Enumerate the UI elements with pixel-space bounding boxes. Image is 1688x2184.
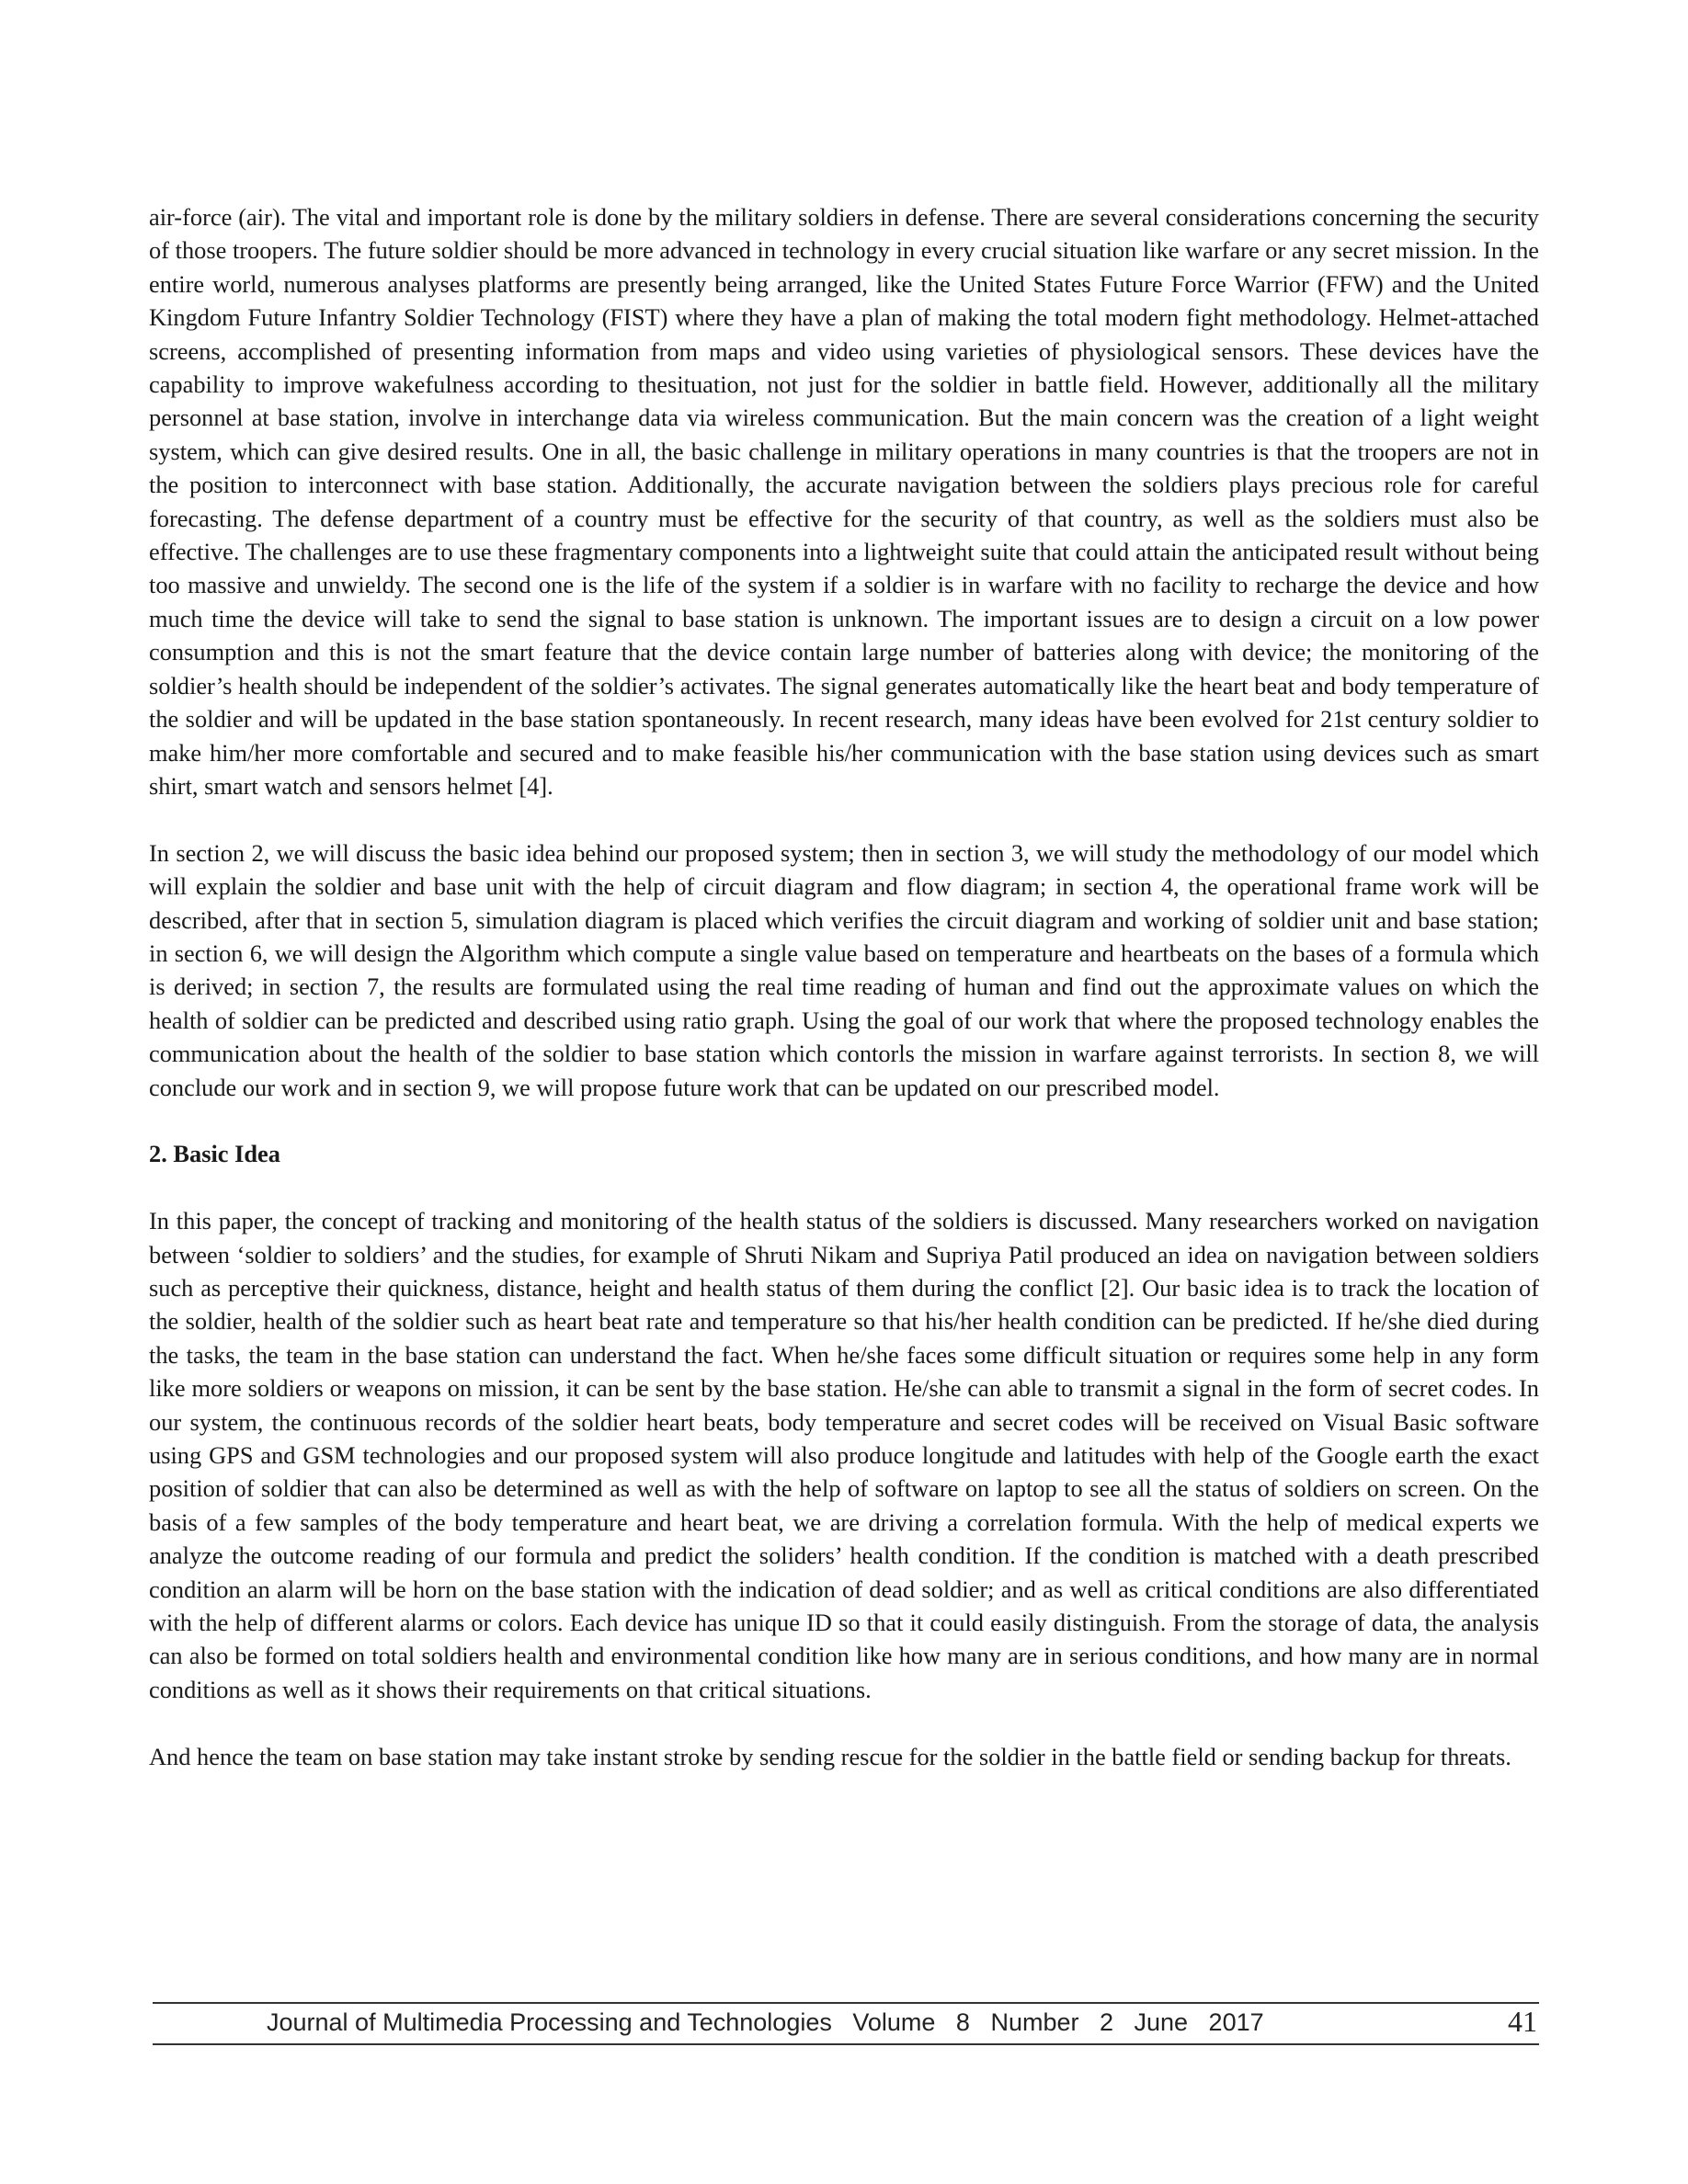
footer-rule-top: [153, 2002, 1539, 2004]
footer-journal-info: Journal of Multimedia Processing and Technologies Volume 8 Number 2 June 2017: [267, 2008, 1264, 2036]
page-number: 41: [1508, 2005, 1537, 2038]
footer-rule-bottom: [153, 2043, 1539, 2045]
body-paragraph-basic-idea-2: And hence the team on base station may take instant stroke by sending rescue for the soldier in the battle field or sending backup for threats.: [149, 1742, 1511, 1770]
body-paragraph-basic-idea-1: In this paper, the concept of tracking and monitoring of the health status of the soldiers is discussed. Many researchers worked on navigation between ‘soldier to soldiers’ and the studies, for example of Shruti Nikam and Supriya Patil produced an idea on navigation between soldiers such as perceptive their quickness, distance, height and health status of them during the conflict [2]. Our basic idea is to track the location of the soldier, health of the soldier such as heart beat rate and temperature so that his/her health condition can be predicted. If he/she died during the tasks, the team in the base station can understand the fact. When he/she faces some difficult situation or requires some help in any form like more soldiers or weapons on mission, it can be sent by the base station. He/she can able to transmit a signal in the form of secret codes. In our system, the continuous records of the soldier heart beats, body temperature and secret codes will be received on Visual Basic software using GPS and GSM technologies and our proposed system will also produce longitude and latitudes with help of the Google earth the exact position of soldier that can also be determined as well as with the help of software on laptop to see all the status of soldiers on screen. On the basis of a few samples of the body temperature and heart beat, we are driving a correlation formula. With the help of medical experts we analyze the outcome reading of our formula and predict the soliders’ health condition. If the condition is matched with a death prescribed condition an alarm will be horn on the base station with the indication of dead soldier; and as well as critical conditions are also differentiated with the help of different alarms or colors. Each device has unique ID so that it could easily distinguish. From the storage of data, the analysis can also be formed on total soldiers health and environmental condition like how many are in serious conditions, and how many are in normal conditions as well as it shows their requirements on that critical situations.: [149, 1207, 1539, 1703]
body-paragraph-section-overview: In section 2, we will discuss the basic idea behind our proposed system; then in section 3, we will study the methodology of our model which will explain the soldier and base unit with the help of circuit diagram and flow diagram; in section 4, the operational frame work will be described, after that in section 5, simulation diagram is placed which verifies the circuit diagram and working of soldier unit and base station; in section 6, we will design the Algorithm which compute a single value based on temperature and heartbeats on the bases of a formula which is derived; in section 7, the results are formulated using the real time reading of human and find out the approximate values on which the health of soldier can be predicted and described using ratio graph. Using the goal of our work that where the proposed technology enables the communication about the health of the soldier to base station which contorls the mission in warfare against terrorists. In section 8, we will conclude our work and in section 9, we will propose future work that can be updated on our prescribed model.: [149, 838, 1539, 1101]
section-heading-basic-idea: 2. Basic Idea: [149, 1140, 280, 1168]
article-body: [149, 200, 1539, 1773]
body-paragraph-intro-1: air-force (air). The vital and important role is done by the military soldiers in defense. There are several considerations concerning the security of those troopers. The future soldier should be more advanced in technology in every crucial situation like warfare or any secret mission. In the entire world, numerous analyses platforms are presently being arranged, like the United States Future Force Warrior (FFW) and the United Kingdom Future Infantry Soldier Technology (FIST) where they have a plan of making the total modern fight methodology. Helmet-attached screens, accomplished of presenting information from maps and video using varieties of physiological sensors. These devices have the capability to improve wakefulness according to thesituation, not just for the soldier in battle field. However, additionally all the military personnel at base station, involve in interchange data via wireless communication. But the main concern was the creation of a light weight system, which can give desired results. One in all, the basic challenge in military operations in many countries is that the troopers are not in the position to interconnect with base station. Additionally, the accurate navigation between the soldiers plays precious role for careful forecasting. The defense department of a country must be effective for the security of that country, as well as the soldiers must also be effective. The challenges are to use these fragmentary components into a lightweight suite that could attain the anticipated result without being too massive and unwieldy. The second one is the life of the system if a soldier is in warfare with no facility to recharge the device and how much time the device will take to send the signal to base station is unknown. The important issues are to design a circuit on a low power consumption and this is not the smart feature that the device contain large number of batteries along with device; the monitoring of the soldier’s health should be independent of the soldier’s activates. The signal generates automatically like the heart beat and body temperature of the soldier and will be updated in the base station spontaneously. In recent research, many ideas have been evolved for 21st century soldier to make him/her more comfortable and secured and to make feasible his/her communication with the base station using devices such as smart shirt, smart watch and sensors helmet [4].: [149, 203, 1539, 800]
